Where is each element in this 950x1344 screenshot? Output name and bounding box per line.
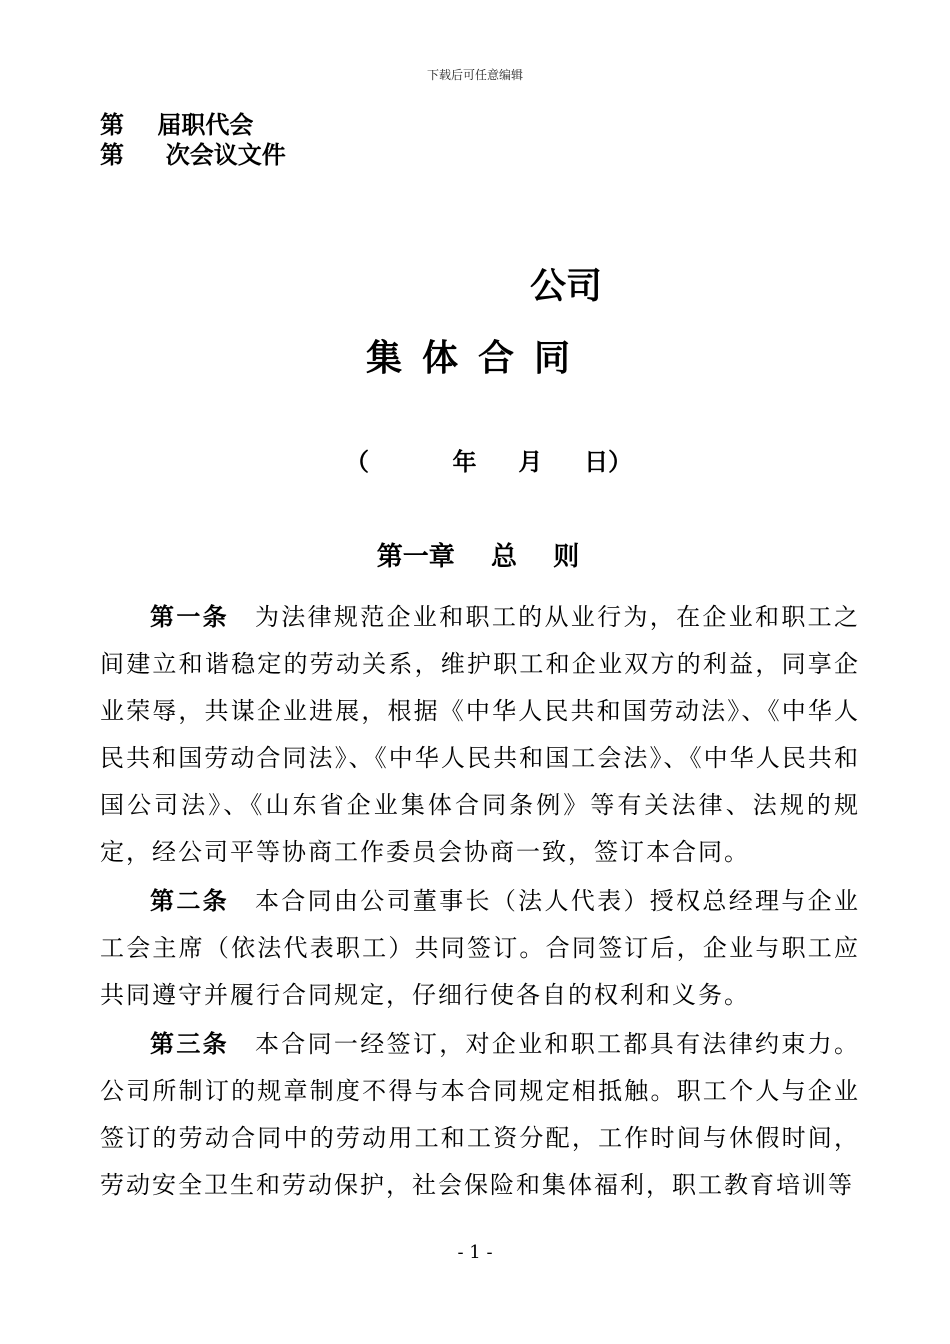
chapter-heading: 第一章 总 则: [376, 542, 580, 572]
article-label: 第一条: [150, 603, 229, 631]
article-text: 本合同由公司董事长（法人代表）授权总经理与企业工会主席（依法代表职工）共同签订。合同签订后，企业与职工应共同遵守并履行合同规定，仔细行使各自的权利和义务。: [100, 887, 861, 1009]
article-label: 第三条: [150, 1030, 229, 1058]
meeting-session-line: 第 届职代会: [100, 111, 254, 139]
article-paragraph: [100, 878, 860, 1019]
article-label: 第二条: [150, 887, 229, 915]
article-paragraph: [100, 1021, 860, 1209]
document-body: [100, 594, 860, 1211]
meeting-document-line: 第 次会议文件: [100, 141, 286, 169]
page-number: - 1 -: [457, 1242, 493, 1263]
document-date: （ 年 月 日）: [345, 448, 633, 476]
page-header-note: 下载后可任意编辑: [426, 68, 523, 82]
article-text: 本合同一经签订，对企业和职工都具有法律约束力。公司所制订的规章制度不得与本合同规定相抵触。职工个人与企业签订的劳动合同中的劳动用工和工资分配，工作时间与休假时间，劳动安全卫生和劳动保护，社会保险和集体福利，职工教育培训等: [100, 1030, 861, 1199]
company-name: 公司: [530, 266, 603, 307]
article-paragraph: [100, 594, 860, 876]
document-title: 集体合同: [365, 338, 590, 379]
article-text: 为法律规范企业和职工的从业行为，在企业和职工之间建立和谐稳定的劳动关系，维护职工和企业双方的利益，同享企业荣辱，共谋企业进展，根据《中华人民共和国劳动法》、《中华人民共和国劳动合同法》、《中华人民共和国工会法》、《中华人民共和国公司法》、《山东省企业集体合同条例》等有关法律、法规的规定，经公司平等协商工作委员会协商一致，签订本合同。: [100, 603, 861, 866]
